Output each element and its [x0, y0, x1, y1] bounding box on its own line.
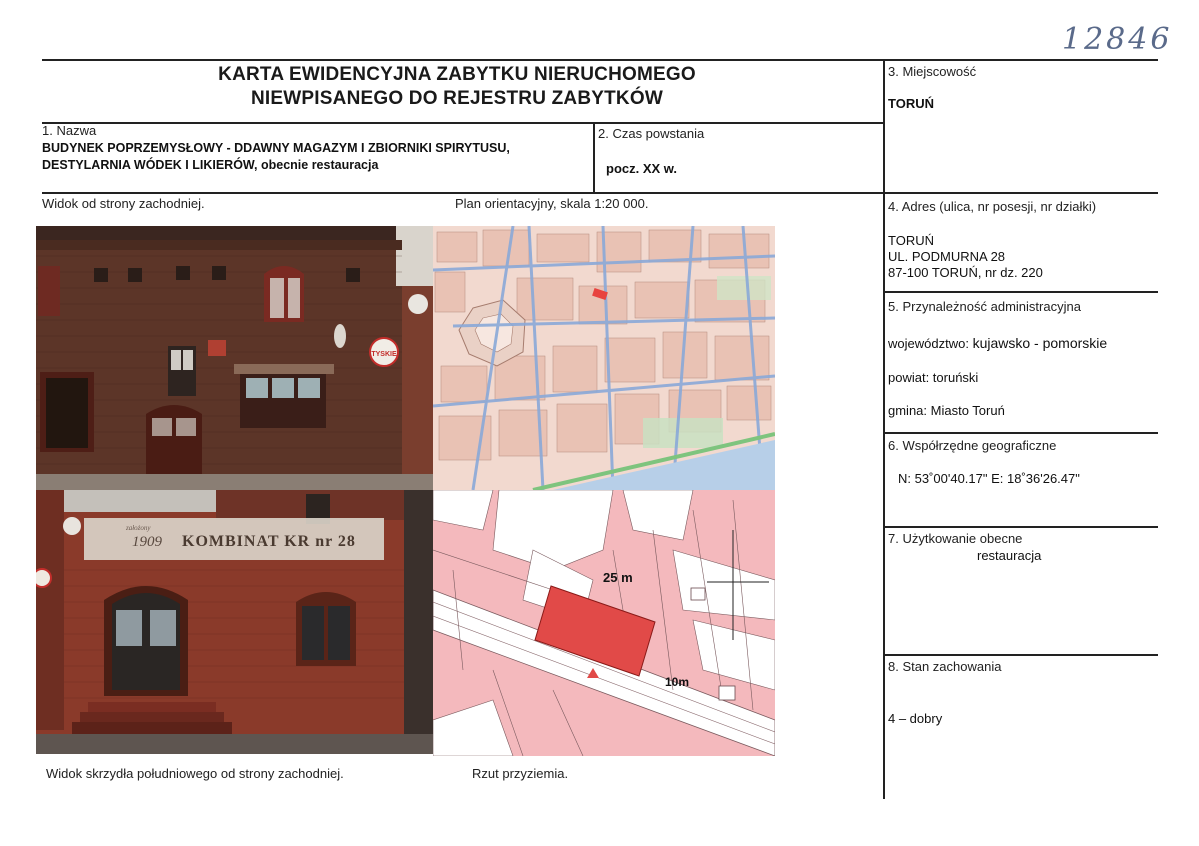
voivodeship-value: kujawsko - pomorskie [972, 335, 1108, 351]
locality-value: TORUŃ [888, 96, 934, 111]
orientation-map-drawing [433, 226, 775, 490]
name-value-line1: BUDYNEK POPRZEMYSŁOWY - DDAWNY MAGAZYM I ZBIORNIKI SPIRYTUSU, [42, 141, 510, 155]
date-value: pocz. XX w. [606, 161, 678, 176]
usage-label: 7. Użytkowanie obecne [888, 531, 1023, 546]
orientation-map [433, 226, 775, 490]
voivodeship-prefix: województwo: [888, 336, 969, 351]
coords-label: 6. Współrzędne geograficzne [888, 438, 1057, 453]
address-line3: 87-100 TORUŃ, nr dz. 220 [888, 265, 1043, 280]
sign-name: KOMBINAT KR nr 28 [182, 533, 356, 550]
coords-value: N: 53˚00'40.17" E: 18˚36'26.47" [898, 471, 1080, 486]
card-subtitle: NIEWPISANEGO DO REJESTRU ZABYTKÓW [251, 88, 663, 109]
name-value-line2: DESTYLARNIA WÓDEK I LIKIERÓW, obecnie restauracja [42, 158, 379, 172]
caption-south-wing-view: Widok skrzydła południowego od strony zachodniej. [46, 766, 344, 781]
name-date-divider [593, 122, 595, 192]
condition-label: 8. Stan zachowania [888, 659, 1002, 674]
header-bottom-line [42, 192, 1158, 194]
address-label: 4. Adres (ulica, nr posesji, nr działki) [888, 199, 1097, 214]
scale-25m-label: 25 m [603, 570, 633, 585]
south-wing-drawing [36, 490, 433, 754]
address-bottom-line [883, 291, 1158, 293]
caption-orientation-plan: Plan orientacyjny, skala 1:20 000. [455, 196, 649, 211]
coords-bottom-line [883, 526, 1158, 528]
photo-west-facade [36, 226, 433, 490]
usage-value: restauracja [977, 548, 1042, 563]
handwritten-archive-number: 12846 [1062, 22, 1173, 57]
admin-bottom-line [883, 432, 1158, 434]
admin-label: 5. Przynależność administracyjna [888, 299, 1081, 314]
commune: gmina: Miasto Toruń [888, 403, 1005, 418]
caption-west-view: Widok od strony zachodniej. [42, 196, 205, 211]
usage-bottom-line [883, 654, 1158, 656]
right-column-divider [883, 59, 885, 799]
scale-10m-label: 10m [665, 675, 690, 689]
west-facade-drawing [36, 226, 433, 490]
address-line2: UL. PODMURNA 28 [888, 249, 1006, 264]
date-label: 2. Czas powstania [598, 126, 705, 141]
top-border [42, 59, 1158, 61]
condition-value: 4 – dobry [888, 711, 943, 726]
name-label: 1. Nazwa [42, 123, 97, 138]
locality-label: 3. Miejscowość [888, 64, 977, 79]
county: powiat: toruński [888, 370, 979, 385]
tyskie-sign: TYSKIE [371, 351, 397, 358]
title-bottom-line [42, 122, 883, 124]
cadastral-plan [433, 490, 775, 756]
sign-year: 1909 [132, 534, 162, 550]
caption-ground-floor-plan: Rzut przyziemia. [472, 766, 569, 781]
sign-small-text: założony [126, 524, 151, 532]
address-line1: TORUŃ [888, 233, 934, 248]
photo-south-wing [36, 490, 433, 754]
voivodeship [888, 335, 1107, 351]
card-title: KARTA EWIDENCYJNA ZABYTKU NIERUCHOMEGO [218, 64, 696, 85]
cadastral-plan-drawing [433, 490, 775, 756]
